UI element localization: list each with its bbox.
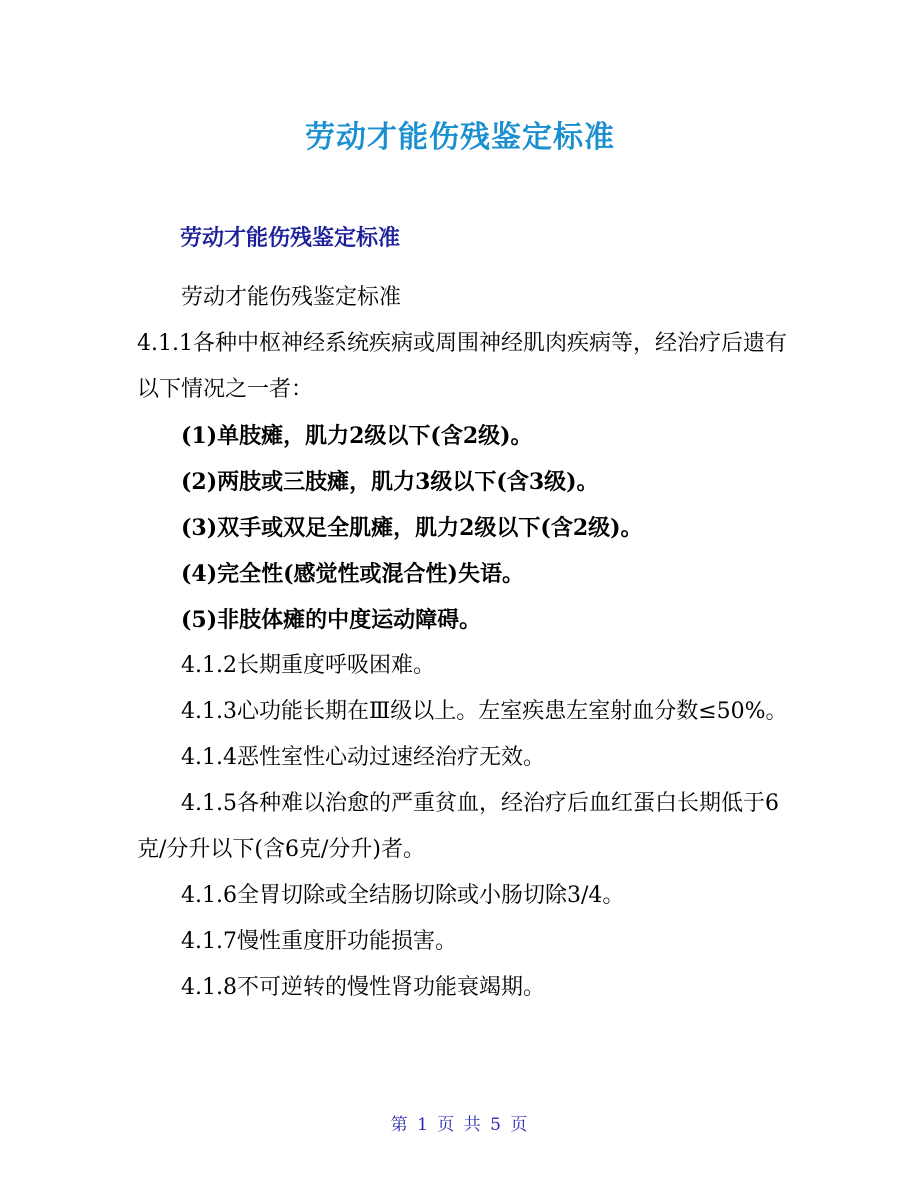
paragraph: 4.1.2长期重度呼吸困难。 (181, 653, 435, 678)
paragraph: 4.1.5各种难以治愈的严重贫血，经治疗后血红蛋白长期低于6克/分升以下(含6克/分升)者。 (137, 791, 779, 862)
paragraph: (3)双手或双足全肌瘫，肌力2级以下(含2级)。 (181, 515, 643, 541)
document-subtitle: 劳动才能伤残鉴定标准 (180, 226, 401, 251)
paragraph: 劳动才能伤残鉴定标准 (181, 285, 402, 310)
paragraph: 4.1.8不可逆转的慢性肾功能衰竭期。 (181, 975, 545, 1000)
document-body (137, 275, 797, 1011)
paragraph: 4.1.3心功能长期在Ⅲ级以上。左室疾患左室射血分数≤50%。 (181, 699, 788, 724)
paragraph: (4)完全性(感觉性或混合性)失语。 (181, 561, 524, 587)
paragraph: 4.1.6全胃切除或全结肠切除或小肠切除3/4。 (181, 883, 625, 908)
paragraph: (2)两肢或三肢瘫，肌力3级以下(含3级)。 (181, 469, 599, 495)
paragraph: 4.1.7慢性重度肝功能损害。 (181, 929, 457, 954)
document-title: 劳动才能伤残鉴定标准 (305, 120, 615, 155)
paragraph: (1)单肢瘫，肌力2级以下(含2级)。 (181, 423, 533, 449)
paragraph: 4.1.4恶性室性心动过速经治疗无效。 (181, 745, 545, 770)
paragraph: 4.1.1各种中枢神经系统疾病或周围神经肌肉疾病等，经治疗后遗有以下情况之一者： (137, 331, 787, 402)
paragraph: (5)非肢体瘫的中度运动障碍。 (181, 607, 482, 633)
page-number-footer: 第 1 页 共 5 页 (390, 1115, 530, 1135)
